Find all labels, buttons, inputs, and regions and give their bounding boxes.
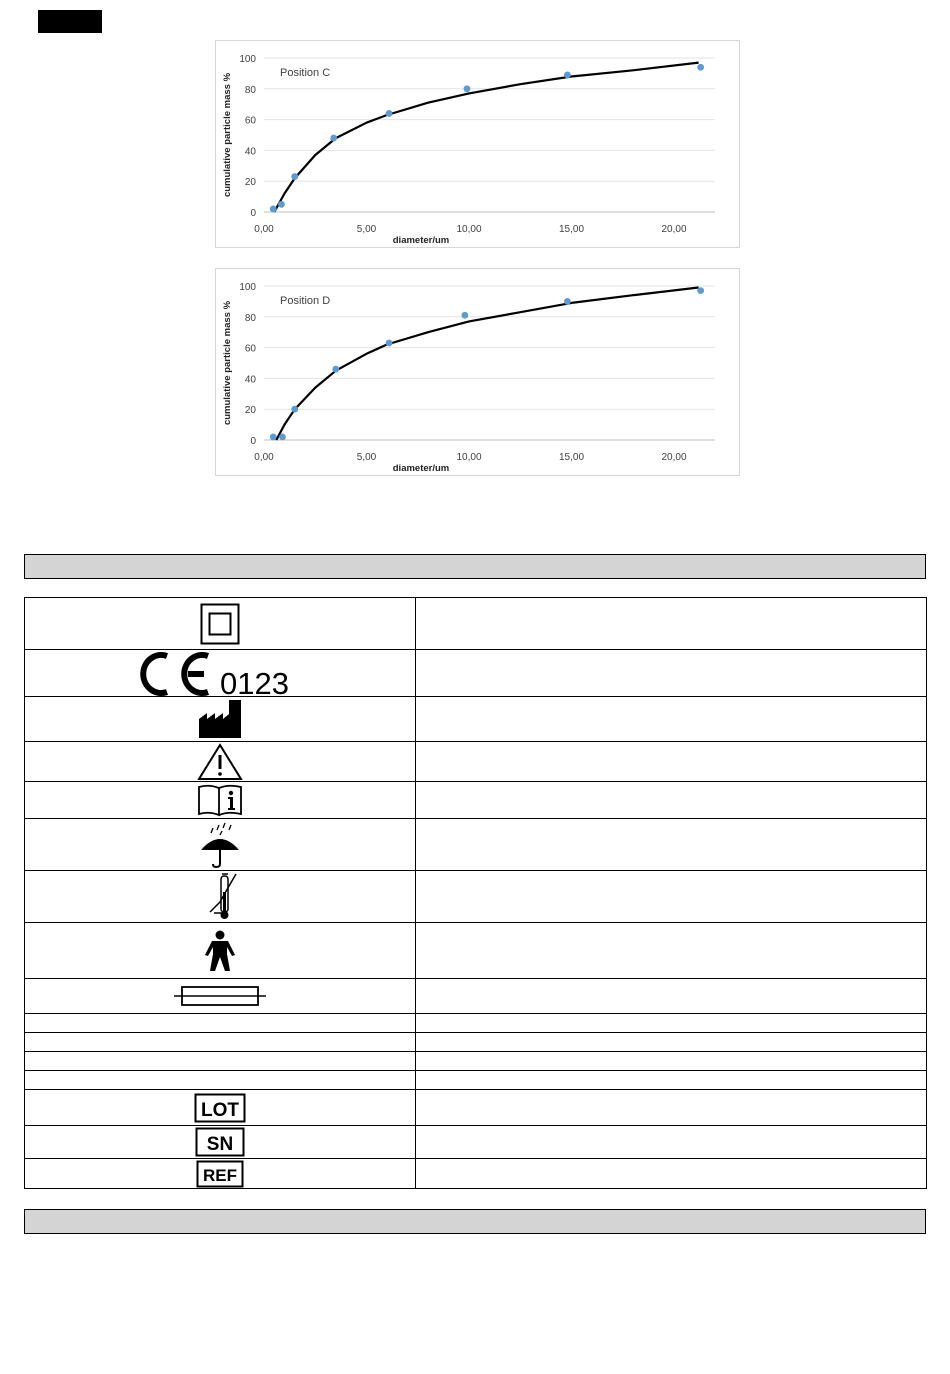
umbrella-icon bbox=[199, 822, 241, 868]
symbol-cell bbox=[25, 1014, 416, 1033]
section-footer-bar bbox=[24, 1209, 926, 1234]
symbol-cell bbox=[25, 923, 416, 979]
description-cell bbox=[416, 1014, 927, 1033]
data-point bbox=[279, 434, 286, 441]
data-point bbox=[697, 287, 704, 294]
symbol-cell bbox=[25, 1033, 416, 1052]
description-cell bbox=[416, 782, 927, 819]
symbol-cell bbox=[25, 1126, 416, 1159]
section-header-bar bbox=[24, 554, 926, 579]
body-type-icon bbox=[203, 930, 237, 972]
symbol-cell bbox=[25, 871, 416, 923]
x-axis-label: diameter/um bbox=[392, 463, 450, 474]
y-tick-label: 60 bbox=[244, 115, 256, 127]
temperature-limit-icon bbox=[200, 872, 240, 922]
y-tick-label: 0 bbox=[250, 208, 256, 219]
serial-number-icon bbox=[195, 1127, 245, 1157]
y-tick-label: 20 bbox=[244, 177, 256, 189]
data-point bbox=[386, 340, 393, 347]
symbol-cell bbox=[25, 650, 416, 697]
data-point bbox=[564, 298, 571, 305]
x-tick-label: 15,00 bbox=[558, 452, 585, 463]
y-tick-label: 100 bbox=[239, 54, 256, 65]
table-row bbox=[25, 1126, 927, 1159]
y-tick-label: 40 bbox=[244, 374, 256, 386]
table-row bbox=[25, 1033, 927, 1052]
ref-label: REF bbox=[203, 1165, 237, 1185]
description-cell bbox=[416, 1090, 927, 1126]
x-tick-label: 15,00 bbox=[558, 224, 585, 235]
x-tick-label: 5,00 bbox=[356, 452, 377, 463]
symbol-cell bbox=[25, 1071, 416, 1090]
data-point bbox=[330, 135, 337, 142]
lot-label: LOT bbox=[201, 1099, 239, 1121]
data-point bbox=[291, 406, 298, 413]
y-tick-label: 20 bbox=[244, 405, 256, 417]
data-point bbox=[278, 201, 285, 208]
table-row bbox=[25, 742, 927, 782]
symbol-cell bbox=[25, 819, 416, 871]
table-row bbox=[25, 1052, 927, 1071]
table-row bbox=[25, 598, 927, 650]
symbol-cell bbox=[25, 742, 416, 782]
table-row bbox=[25, 697, 927, 742]
y-tick-label: 0 bbox=[250, 436, 256, 447]
y-tick-label: 80 bbox=[244, 312, 256, 324]
description-cell bbox=[416, 923, 927, 979]
data-point bbox=[564, 72, 571, 79]
y-tick-label: 100 bbox=[239, 282, 256, 293]
description-cell bbox=[416, 1071, 927, 1090]
x-tick-label: 20,00 bbox=[661, 224, 687, 235]
fit-line bbox=[274, 63, 698, 212]
table-row bbox=[25, 871, 927, 923]
chart-title: Position D bbox=[280, 295, 331, 307]
chart-svg-position-d bbox=[216, 269, 739, 475]
data-point bbox=[697, 64, 704, 71]
chart-title: Position C bbox=[280, 67, 331, 79]
ce-mark-icon bbox=[140, 650, 300, 696]
x-axis-label: diameter/um bbox=[392, 235, 450, 246]
data-point bbox=[332, 366, 339, 373]
symbol-cell bbox=[25, 1052, 416, 1071]
table-row bbox=[25, 650, 927, 697]
description-cell bbox=[416, 650, 927, 697]
warning-icon bbox=[197, 743, 243, 781]
manufacturer-icon bbox=[198, 699, 242, 739]
y-tick-label: 80 bbox=[244, 84, 256, 96]
description-cell bbox=[416, 1126, 927, 1159]
data-point bbox=[291, 173, 298, 180]
symbols-table bbox=[24, 597, 927, 1189]
y-tick-label: 40 bbox=[244, 146, 256, 158]
description-cell bbox=[416, 1159, 927, 1189]
data-point bbox=[462, 312, 469, 319]
table-row bbox=[25, 979, 927, 1014]
x-tick-label: 0,00 bbox=[254, 224, 274, 235]
description-cell bbox=[416, 979, 927, 1014]
data-point bbox=[464, 85, 471, 92]
data-point bbox=[386, 110, 393, 117]
x-tick-label: 0,00 bbox=[254, 452, 274, 463]
ref-icon bbox=[196, 1160, 244, 1188]
y-axis-label: cumulative particle mass % bbox=[222, 72, 233, 198]
symbol-cell bbox=[25, 979, 416, 1014]
symbol-cell bbox=[25, 697, 416, 742]
double-square-icon bbox=[200, 603, 240, 645]
symbol-cell bbox=[25, 598, 416, 650]
description-cell bbox=[416, 598, 927, 650]
description-cell bbox=[416, 819, 927, 871]
lot-icon bbox=[194, 1093, 246, 1123]
description-cell bbox=[416, 1033, 927, 1052]
table-row bbox=[25, 1159, 927, 1189]
description-cell bbox=[416, 1052, 927, 1071]
x-tick-label: 20,00 bbox=[661, 452, 687, 463]
y-tick-label: 60 bbox=[244, 343, 256, 355]
x-tick-label: 10,00 bbox=[456, 452, 482, 463]
sn-label: SN bbox=[206, 1134, 234, 1155]
fuse-icon bbox=[172, 983, 268, 1009]
symbol-cell bbox=[25, 782, 416, 819]
x-tick-label: 5,00 bbox=[356, 224, 377, 235]
table-row bbox=[25, 1071, 927, 1090]
x-tick-label: 10,00 bbox=[456, 224, 482, 235]
symbol-cell bbox=[25, 1090, 416, 1126]
ce-number: 0123 bbox=[220, 666, 289, 696]
y-axis-label: cumulative particle mass % bbox=[222, 300, 233, 426]
table-row bbox=[25, 819, 927, 871]
table-row bbox=[25, 923, 927, 979]
description-cell bbox=[416, 697, 927, 742]
data-point bbox=[270, 206, 277, 213]
instructions-icon bbox=[197, 783, 243, 817]
fit-line bbox=[276, 288, 698, 441]
table-row bbox=[25, 782, 927, 819]
chart-position-c bbox=[215, 40, 740, 248]
description-cell bbox=[416, 871, 927, 923]
chart-position-d bbox=[215, 268, 740, 476]
table-row bbox=[25, 1090, 927, 1126]
description-cell bbox=[416, 742, 927, 782]
symbol-cell bbox=[25, 1159, 416, 1189]
chart-svg-position-c bbox=[216, 41, 739, 247]
data-point bbox=[270, 434, 277, 441]
table-row bbox=[25, 1014, 927, 1033]
redaction-bar bbox=[38, 10, 102, 33]
